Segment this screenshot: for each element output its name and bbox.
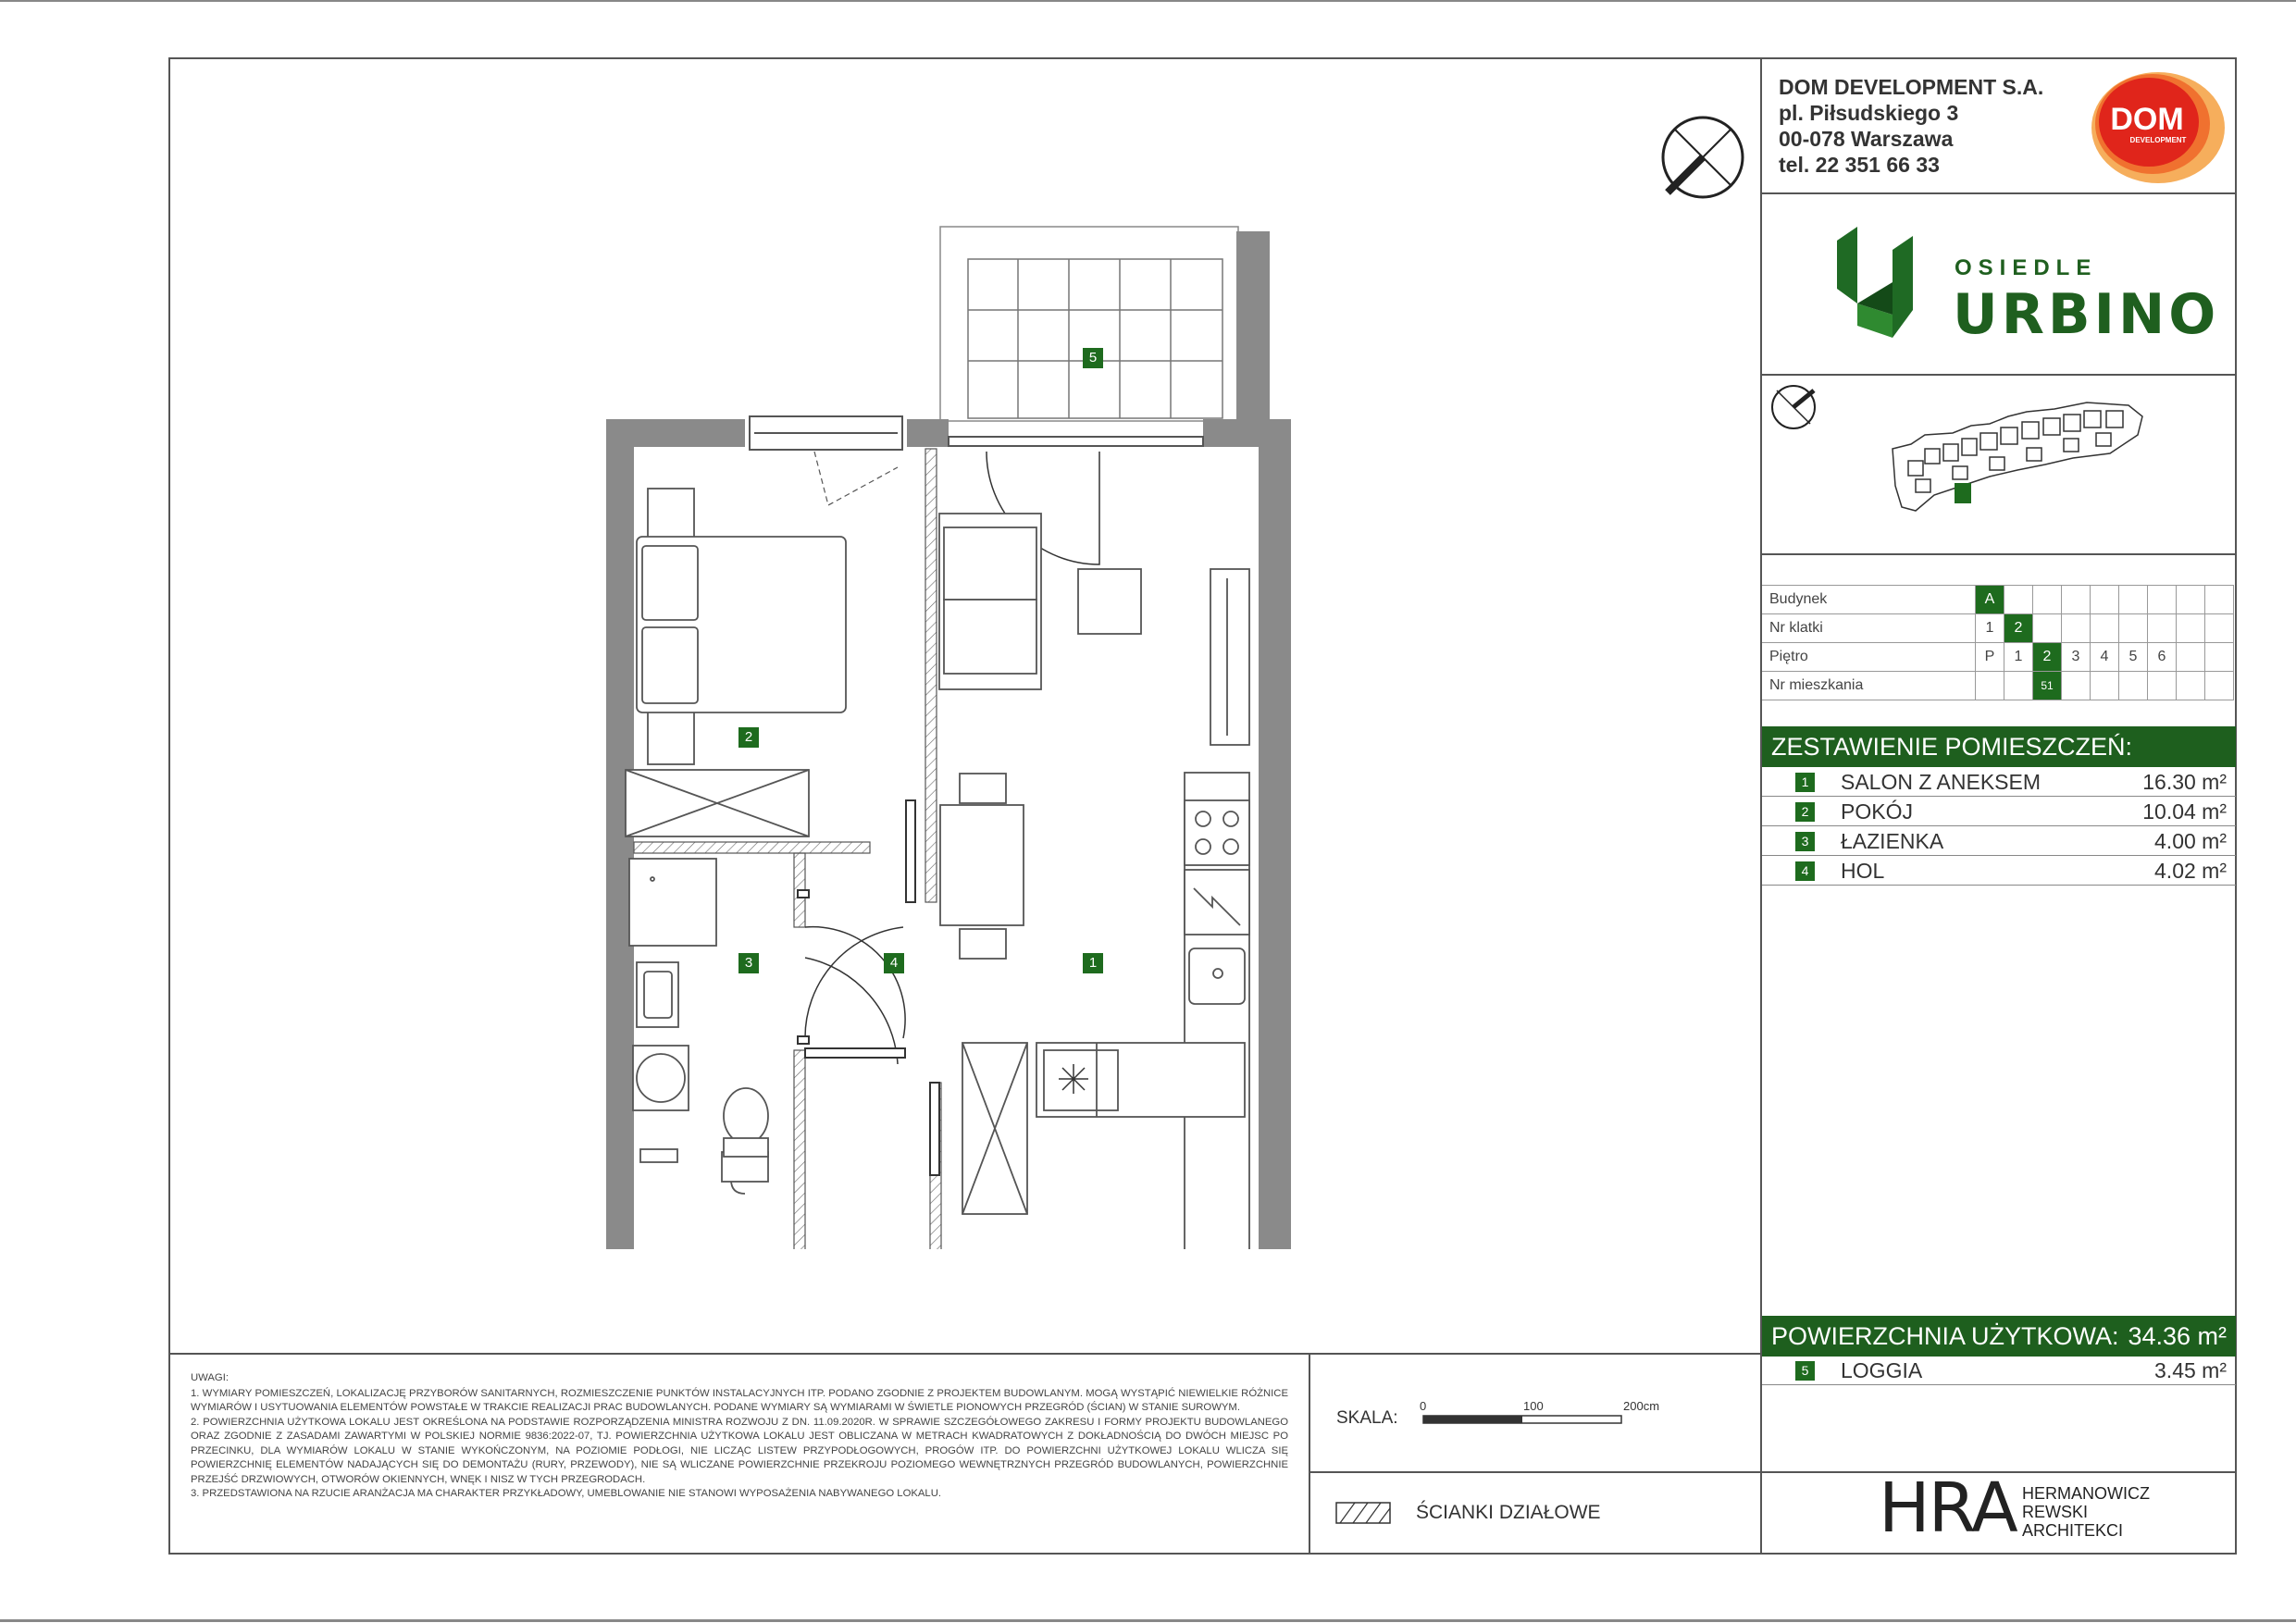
north-compass-icon [1657, 113, 1749, 205]
extractor-fan-icon [1059, 1064, 1088, 1094]
scale-tick: 200cm [1623, 1399, 1660, 1413]
floor-option: 1 [2004, 643, 2033, 672]
room-row: 2 POKÓJ 10.04 m² [1762, 798, 2236, 826]
room-row: 1 SALON Z ANEKSEM 16.30 m² [1762, 768, 2236, 797]
apartment-floor-plan [592, 222, 1296, 1249]
room-row: 3 ŁAZIENKA 4.00 m² [1762, 827, 2236, 856]
plan-label-hall: 4 [884, 953, 904, 973]
architect-logo: HRA [1879, 1468, 2017, 1548]
plan-label-bathroom: 3 [738, 953, 759, 973]
note-item: 2. POWIERZCHNIA UŻYTKOWA LOKALU JEST OKREŚLONA NA PODSTAWIE ROZPORZĄDZENIA MINISTRA ROZWOJU Z DN. 11.09.2020R. W SPRAWIE SZCZEGÓŁOWEGO ZAKRESU I FORMY PROJEKTU BUDOWLANEGO ORAZ ZGODNIE Z ZASADAMI ZAWARTYMI W POLSKIEJ NORMIE 9836:2022-07, TJ. POWIERZCHNIA UŻYTKOWA LOKALU JEST OBLICZANA W METRACH KWADRATOWYCH Z DOKŁADNOŚCIĄ DO DWÓCH MIEJSC PO PRZECINKU, DLA WYMIARÓW LOKALU W STANIE WYKOŃCZONYM, NA POZIOMIE PODŁOGI, NIE LICZĄC LISTEW PRZYPODŁOGOWYCH, PROGÓW ITP. DO POWIERZCHNI UŻYTKOWEJ LOKALU WLICZA SIĘ POWIERZCHNIĘ ELEMENTÓW NADAJĄCYCH SIĘ DO DEMONTAŻU (RURY, PRZEWODY), NIE SĄ WLICZANE POWIERZCHNIE PRZEKROJU POZIOMEGO WEWNĘTRZNYCH PRZEGRÓD BUDOWLANYCH, POWIERZCHNIE PRZEJŚĆ DRZWIOWYCH, OTWORÓW OKIENNYCH, WNĘK I NISZ W TYCH PRZEGRODACH. [191, 1416, 1288, 1485]
keyplan-divider [1760, 553, 2236, 555]
building-label: Budynek [1762, 586, 1976, 614]
company-phone: tel. 22 351 66 33 [1779, 153, 1940, 177]
scale-tick: 100 [1523, 1399, 1544, 1413]
summary-title: ZESTAWIENIE POMIESZCZEŃ: [1771, 733, 2133, 761]
usable-area-value: 34.36 m² [2128, 1322, 2227, 1350]
window-opening-dashed [814, 452, 898, 505]
floor-option: 4 [2091, 643, 2119, 672]
apartment-row [1762, 672, 2234, 700]
logo-development-text: DEVELOPMENT [2129, 136, 2187, 144]
plan-label-living: 1 [1083, 953, 1103, 973]
architect-name: HERMANOWICZ REWSKI ARCHITEKCI [2022, 1484, 2150, 1540]
notes-scale-divider [1309, 1353, 1310, 1555]
room-row: 4 HOL 4.02 m² [1762, 857, 2236, 886]
project-divider [1760, 374, 2236, 376]
staircase-option-selected: 2 [2004, 614, 2033, 643]
notes-title: UWAGI: [191, 1372, 230, 1383]
floor-label: Piętro [1762, 643, 1976, 672]
plan-label-room: 2 [738, 727, 759, 748]
floor-option-selected: 2 [2033, 643, 2062, 672]
staircase-row [1762, 614, 2234, 643]
company-street: pl. Piłsudskiego 3 [1779, 101, 1959, 125]
notes-divider [168, 1353, 1762, 1355]
building-row [1762, 586, 2234, 614]
unit-info-table [1762, 585, 2234, 700]
loggia-outline [940, 227, 1238, 421]
floor-option: P [1976, 643, 2004, 672]
summary-title-bar [1762, 726, 2236, 767]
logo-dom-text: DOM [2110, 102, 2184, 137]
floor-option: 3 [2062, 643, 2091, 672]
company-name: DOM DEVELOPMENT S.A. [1779, 75, 2044, 99]
dom-development-logo [2082, 67, 2228, 189]
scale-bar [1421, 1414, 1625, 1427]
loggia-tiles [968, 259, 1222, 418]
floor-option: 5 [2119, 643, 2148, 672]
project-name-line1: OSIEDLE [1955, 255, 2098, 280]
scale-tick: 0 [1420, 1399, 1427, 1413]
scale-label: SKALA: [1336, 1408, 1398, 1428]
floor-row [1762, 643, 2234, 672]
loggia-row: 5 LOGGIA 3.45 m² [1762, 1357, 2236, 1385]
partition-legend-label: ŚCIANKI DZIAŁOWE [1416, 1502, 1601, 1523]
notes-block [191, 1371, 1288, 1502]
usable-area-bar [1762, 1316, 2236, 1357]
building-key-plan [1888, 398, 2147, 527]
header-divider [1760, 192, 2236, 194]
top-border-line [0, 0, 2296, 2]
urbino-logo-mark [1837, 222, 1920, 342]
staircase-option: 1 [1976, 614, 2004, 643]
bathroom-fixtures [629, 859, 768, 1194]
keyplan-compass-icon [1768, 381, 1819, 433]
staircase-label: Nr klatki [1762, 614, 1976, 643]
apartment-value: 51 [2033, 672, 2062, 700]
loggia-wall [1236, 231, 1270, 430]
usable-area-label: POWIERZCHNIA UŻYTKOWA: [1771, 1322, 2119, 1350]
selected-unit-marker [1955, 483, 1971, 503]
bedroom-furniture [626, 489, 846, 836]
apartment-label: Nr mieszkania [1762, 672, 1976, 700]
building-value: A [1976, 586, 2004, 614]
scale-legend-divider [1309, 1471, 1762, 1473]
company-address [1779, 74, 2043, 178]
door-leaves [798, 800, 939, 1175]
partition-hatch-icon [1334, 1501, 1394, 1527]
company-city: 00-078 Warszawa [1779, 127, 1954, 151]
project-name-line2: URBINO [1953, 282, 2220, 347]
floor-option: 6 [2148, 643, 2177, 672]
bottom-border-line [0, 1619, 2296, 1622]
plan-label-loggia: 5 [1083, 348, 1103, 368]
note-item: 3. PRZEDSTAWIONA NA RZUCIE ARANŻACJA MA CHARAKTER PRZYKŁADOWY, UMEBLOWANIE NIE STANOWI WYPOSAŻENIA NABYWANEGO LOKALU. [191, 1488, 942, 1499]
note-item: 1. WYMIARY POMIESZCZEŃ, LOKALIZACJĘ PRZYBORÓW SANITARNYCH, ROZMIESZCZENIE PUNKTÓW INSTALACYJNYCH ITP. PODANO ZGODNIE Z PROJEKTEM BUDOWLANYM. MOGĄ WYSTĄPIĆ NIEWIELKIE RÓŻNICE WYMIARÓW I USYTUOWANIA ELEMENTÓW POWSTAŁE W TRAKCIE REALIZACJI PRAC BUDOWLANYCH. PODANE WYMIARY SĄ WYMIARAMI W ŚWIETLE PIONOWYCH PRZEGRÓD (ŚCIAN) W STANIE SUROWYM. [191, 1387, 1288, 1413]
